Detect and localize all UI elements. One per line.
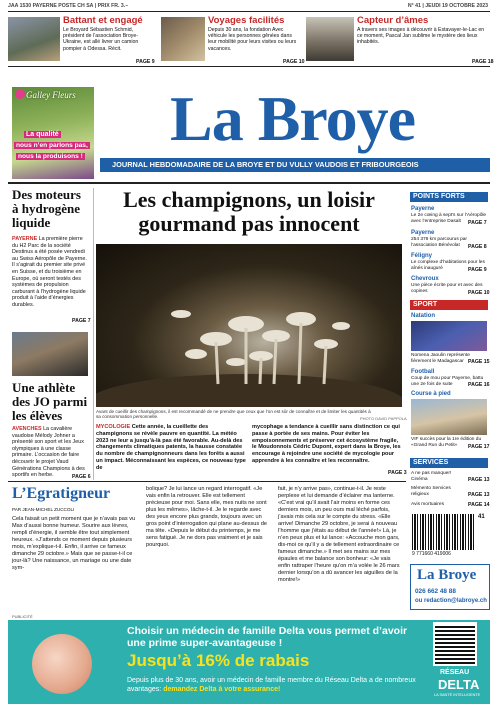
masthead-title: La Broye [170,83,416,154]
teaser-photo-1[interactable] [8,17,60,61]
pf-3-page: PAGE 9 [468,267,487,273]
service-2[interactable]: Mémento Services religieux [411,486,451,497]
ad-line1: Choisir un médecin de famille Delta vous permet d’avoir une prime super-avantageuse ! [127,625,408,649]
ad-label: PUBLICITÉ [12,614,33,619]
teaser-1-page: PAGE 9 [136,59,155,65]
sport-header: SPORT [410,300,488,310]
pf-1-text: Le 2e cœing à sept’s sur l’Aéropôle avec l’entreprise Dasalt [411,213,487,224]
ad-brand-top: RÉSEAU [440,669,470,676]
galley-line1: La qualité [26,131,59,138]
sport-3-place[interactable]: Course à pied [411,391,451,397]
story2-lead: AVENCHES [12,426,42,432]
sport-2-text: Coup de mou pour Payerne, battu une 2e fois de suite [411,376,484,387]
issue-info-right: N° 41 | JEUDI 19 OCTOBRE 2023 [407,3,488,9]
masthead-subtitle: JOURNAL HEBDOMADAIRE DE LA BROYE ET DU VULLY VAUDOIS ET FRIBOURGEOIS [112,160,419,169]
ad-brand-sub: LA SANTÉ INTELLIGENTE [434,693,481,697]
barcode-issue: 41 [478,514,485,520]
service-3-page: PAGE 14 [468,502,490,508]
issue-info-left: JAA 1530 PAYERNE POSTE CH SA | PRIX FR. 3.– [8,3,129,9]
sport-3-photo[interactable] [411,399,487,435]
teaser-1-text: Le Broyard Sébastien Schmid, président de l’association Broye-Ukraine, est allé livrer un camion pompier à Odessa. Récit. [63,27,139,52]
teaser-3[interactable] [357,15,490,46]
main-headline[interactable]: Les champignons, un loisir gourmand pas innocent [123,187,375,236]
teaser-2-page: PAGE 10 [283,59,305,65]
service-2-page: PAGE 13 [468,492,490,498]
piggy-bank-icon [32,634,92,694]
galley-line3: nous la produisons ! [18,153,83,160]
story2-title[interactable]: Une athlète des JO parmi les élèves [12,380,88,423]
teaser-3-page: PAGE 18 [472,59,494,65]
story1-lead: PAYERNE [12,236,38,242]
story1-text: La première pierre du H2 Parc de la société Destinus a été posée vendredi au Swiss Aéropôle de Payerne. Il s’agirait du premier site privé en Suisse, et du troisième en Europe, où seront testés des systèmes de propulsion carburant à l’hydrogène liquide produit à l’aide d’énergies durables. [12,236,87,308]
pf-2-text: 254 378 km parcourus par l’association Bénévolat [411,237,467,248]
ad-line3-text: Depuis plus de 30 ans, avoir un médecin de famille membre du Réseau Delta a de nombreux avantages: [127,677,416,693]
teaser-2-title: Voyages facilités [208,15,285,26]
service-1[interactable]: A ne pas manquer! Cinéma [411,471,452,482]
delta-ad[interactable] [8,620,490,704]
main-bottom-rule [8,481,406,482]
pf-2-place[interactable]: Payerne [411,230,435,236]
story1-body [12,236,88,309]
column-author: PAR JEAN-MICHEL ZUCCOLI [12,507,75,512]
teaser-1[interactable] [63,15,155,52]
left-col-divider [93,188,94,480]
services-header: SERVICES [410,458,488,468]
brand-box-phone: 026 662 48 88 [415,588,456,595]
teaser-2-text: Depuis 30 ans, la fondation Avec véhicule les personnes gênées dans leur mobilité pour leurs visites ou leurs vacances. [208,27,297,52]
main-lead-col2: mycophage a tendance à cueillir sans distinction ce qui passe à portée de ses mains. Pour éviter les empoisonnements et préserver cet écosystème fragile, le Moudonnois Cédric Dupont, expert dans la Broye, les encourage à rejoindre une société de mycologie pour apprendre à les connaître et les reconnaître. [252,424,401,464]
story2-text: La cavalière vaudoise Mélody Johner a présenté son sport et les Jeux olympiques à une classe primaire. L’occasion de faire découvrir le projet Vaud Générations Champions à des sportifs en herbe. [12,426,85,479]
ad-brand-main: DELTA [438,677,480,692]
story1-title[interactable]: Des moteurs à hydrogène liquide [12,187,81,230]
teaser-2[interactable] [208,15,300,52]
teaser-3-title: Capteur d’âmes [357,15,429,26]
pf-2-page: PAGE 8 [468,244,487,250]
qr-code-icon [435,624,475,664]
column-p2: bolique? Je lui lance un regard interrogatif. «Je vais enfin la retrouver. Elle est tellement précieuse pour moi. Sans elle, mes nuits ne sont plus les mêmes», lâche-t-il. Je le regarde avec des yeux encore plus grands, toujours avec un gros point d’interrogation qui plane au-dessus de ma tête. «Depuis le début du printemps, je me sens fatigué. Je ne dors pas vraiment et je sais pourquoi. [146,486,267,548]
top-rule [8,11,490,12]
mushroom-illustration [96,244,402,407]
ad-line3-bold: demandez Delta à votre assurance! [163,686,281,693]
story1-page: PAGE 7 [72,318,91,324]
brand-box-email: ou redaction@labroye.ch [415,598,487,604]
teaser-photo-3[interactable] [306,17,354,61]
column-p1: Cela faisait un petit moment que je n’avais pas vu Max d’aussi bonne humeur. Sourire aux lèvres, rempli d’énergie, il semble être tout simplement heureux. «J’attends ce moment depuis plusieurs mois, m’explique-t-il. Enfin, il arrive ce fameux dimanche 29 octobre.» Mais que se passe-t-il ce jour-là? Une naissance, un mariage ou une date sym- [12,516,136,571]
photo-credit: PHOTO DAVID PAPPOLA [360,416,407,421]
story2-photo[interactable] [12,332,88,376]
sport-3-page: PAGE 17 [468,444,490,450]
barcode-number: 9 771660 419006 [412,551,451,557]
service-3[interactable]: Avis mortuaires [411,502,444,507]
main-lead-label: MYCOLOGIE [96,424,131,430]
sport-2-place[interactable]: Football [411,369,435,375]
brand-box[interactable] [410,564,490,610]
service-1-page: PAGE 13 [468,477,490,483]
main-lead-col1 [96,424,246,472]
column-p3: fait, je n’y arrive pas», continue-t-il. Je reste perplexe et lui demande d’éclairer ma lanterne. «C’est vrai qu’il avait l’air moins en forme ces derniers mois, un peu ours mal léché parfois, j’avais mis cela sur le compte du stress. «Elle arrive! Dimanche 29 octobre, je serai à nouveau l’homme que j’étais au début de l’année!» Là, je n’en peux plus et lui lance: «Accouche mon gars, dis-moi ce qu’il y a de tellement extraordinaire ce fameux dimanche.» Il met ses mains sur mes épaules et me balance son bonheur: «Je vais enfin rattraper l’heure qu’on m’a volée le 26 mars dernier lorsqu’on a dû avancer les aiguilles de la montre!» [278,486,400,583]
galley-fleurs-ad[interactable] [12,87,94,179]
story2-body [12,426,90,479]
pf-3-place[interactable]: Féligny [411,253,433,259]
sport-2-page: PAGE 16 [468,382,490,388]
ad-line2: Jusqu’à 16% de rabais [127,651,310,670]
pf-3-text: Le complexe d’habitations pour les aînés inauguré [411,260,485,271]
pf-1-page: PAGE 7 [468,220,487,226]
teaser-3-text: A travers ses images à découvrir à Estavayer-le-Lac en ce moment, Pascal Jan sublime le mystère des lieux inhabités. [357,27,485,46]
sport-1-text: Nomena Jaoulin représente fièrement le Madagascar [411,353,470,364]
teaser-1-title: Battant et engagé [63,15,143,26]
galley-line2: nous n’en parlons pas, [16,142,88,149]
ad-line3 [127,676,435,694]
pf-4-place[interactable]: Chevroux [411,276,439,282]
column-title[interactable]: L’Egratigneur [12,485,111,502]
barcode [412,514,474,550]
sport-1-page: PAGE 15 [468,359,490,365]
sport-3-text: VIF succès pour la 1re édition du «Grand Run du Petit» [411,437,482,448]
sport-1-place[interactable]: Natation [411,313,435,319]
main-lead-text-1: Cette année, la cueillette des champignons se révèle pauvre en quantité. La météo 2023 ne leur a jusqu’à-là pas été favorable. Au-delà des changements climatiques patents, la hausse constatée du nombre de champignonneurs dans les forêts a aussi un impact. Méconnaissant les espèces, ce nouveau type de [96,424,246,471]
galley-brand: Galley Fleurs [26,90,76,100]
main-photo-mushrooms[interactable] [96,244,402,407]
main-lead-page: PAGE 3 [388,470,407,476]
points-forts-header: POINTS FORTS [410,192,488,202]
masthead-rule [8,182,490,184]
brand-box-title: La Broye [417,567,477,583]
teaser-photo-2[interactable] [161,17,205,61]
sport-1-photo[interactable] [411,321,487,351]
pf-1-place[interactable]: Payerne [411,206,435,212]
photo-caption: Avant de cueillir des champignons, il est recommandé de ne prendre que ceux que l’on est sûr de connaître et de limiter les quantités à sa consommation personnelle. [96,409,371,420]
teaser-rule [8,66,490,67]
flower-icon [15,89,25,99]
pf-4-page: PAGE 10 [468,290,490,296]
pf-4-text: Une pièce écrite pour et avec des copines [411,283,483,294]
story2-page: PAGE 6 [72,474,91,480]
